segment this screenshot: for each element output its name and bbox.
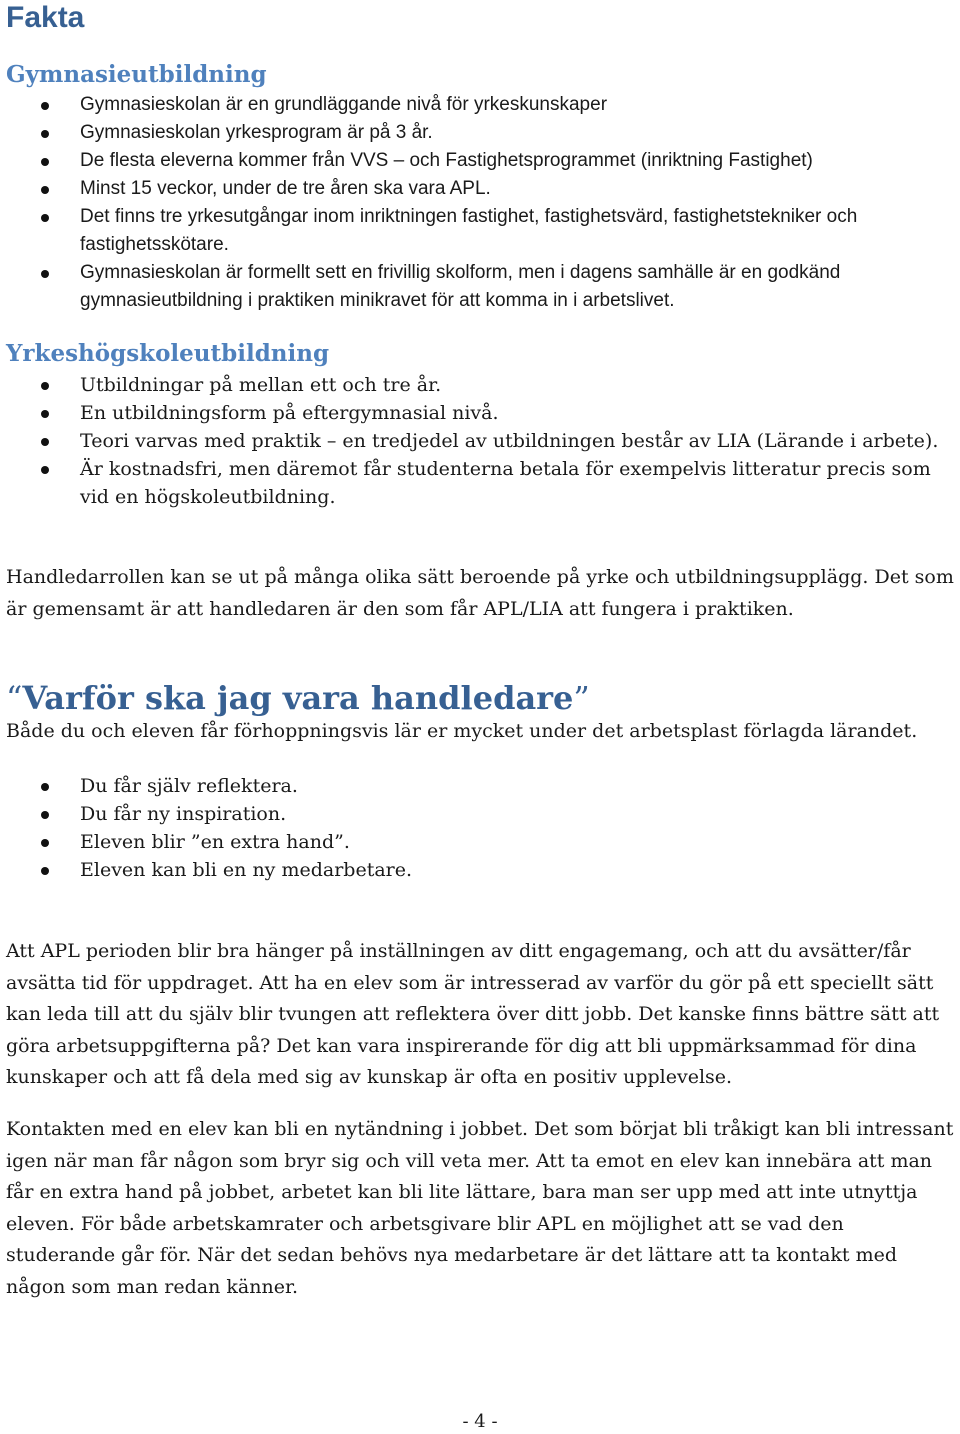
paragraph-kontakten: Kontakten med en elev kan bli en nytändning i jobbet. Det som börjat bli tråkigt kan bli intressant igen när man får någon som bryr sig och vill veta mer. Att ta emot en elev kan innebära att man får en extra hand på jobbet, arbetet kan bli lite lättare, bara man ser upp med att inte utnyttja eleven. För både arbetskamrater och arbetsgivare blir APL en möjlighet att se vad den studerande går för. När det sedan behövs nya medarbetare är det lättare att ta kontakt med någon som man redan känner. <box>6 1118 954 1298</box>
list-item: Eleven blir ”en extra hand”. <box>0 828 960 856</box>
list-item: De flesta eleverna kommer från VVS – och Fastighetsprogrammet (inriktning Fastighet) <box>0 147 960 175</box>
paragraph-handledarrollen: Handledarrollen kan se ut på många olika sätt beroende på yrke och utbildningsupplägg. Det som är gemensamt är att handledaren är den som får APL/LIA att fungera i praktiken. <box>6 566 954 620</box>
heading-yrkeshogskoleutbildning: Yrkeshögskoleutbildning <box>6 340 330 367</box>
list-item: En utbildningsform på eftergymnasial nivå. <box>0 399 960 427</box>
list-item: Du får ny inspiration. <box>0 800 960 828</box>
heading-varfor <box>6 676 590 720</box>
heading-gymnasieutbildning: Gymnasieutbildning <box>6 61 267 88</box>
list-item: Utbildningar på mellan ett och tre år. <box>0 371 960 399</box>
quote-open: “ <box>6 679 23 717</box>
list-item: Gymnasieskolan är formellt sett en frivillig skolform, men i dagens samhälle är en godkänd gymnasieutbildning i praktiken minikravet för att komma in i arbetslivet. <box>0 259 960 315</box>
list-item: Gymnasieskolan är en grundläggande nivå för yrkeskunskaper <box>0 91 960 119</box>
list-gymnasieutbildning <box>0 91 960 315</box>
list-item: Gymnasieskolan yrkesprogram är på 3 år. <box>0 119 960 147</box>
list-item: Är kostnadsfri, men däremot får studenterna betala för exempelvis litteratur precis som vid en högskoleutbildning. <box>0 455 960 511</box>
paragraph-intro: Både du och eleven får förhoppningsvis lär er mycket under det arbetsplast förlagda lärandet. <box>6 720 918 742</box>
list-varfor <box>0 772 960 884</box>
list-item: Minst 15 veckor, under de tre åren ska vara APL. <box>0 175 960 203</box>
quote-close: ” <box>573 679 590 717</box>
heading-varfor-text: Varför ska jag vara handledare <box>22 679 574 717</box>
list-yrkeshogskoleutbildning <box>0 371 960 511</box>
paragraph-apl: Att APL perioden blir bra hänger på inställningen av ditt engagemang, och att du avsätter/får avsätta tid för uppdraget. Att ha en elev som är intresserad av varför du gör på ett speciellt sätt kan leda till att du själv blir tvungen att reflektera över ditt jobb. Det kanske finns bättre sätt att göra arbetsuppgifterna på? Det kan vara inspirerande för dig att bli uppmärksammad för dina kunskaper och att få dela med sig av kunskap är ofta en positiv upplevelse. <box>6 940 940 1088</box>
list-item: Teori varvas med praktik – en tredjedel av utbildningen består av LIA (Lärande i arbete). <box>0 427 960 455</box>
page-title: Fakta <box>6 1 85 34</box>
list-item: Eleven kan bli en ny medarbetare. <box>0 856 960 884</box>
list-item: Det finns tre yrkesutgångar inom inriktningen fastighet, fastighetsvärd, fastighetstekniker och fastighetsskötare. <box>0 203 960 259</box>
page-number: - 4 - <box>462 1411 498 1432</box>
list-item: Du får själv reflektera. <box>0 772 960 800</box>
